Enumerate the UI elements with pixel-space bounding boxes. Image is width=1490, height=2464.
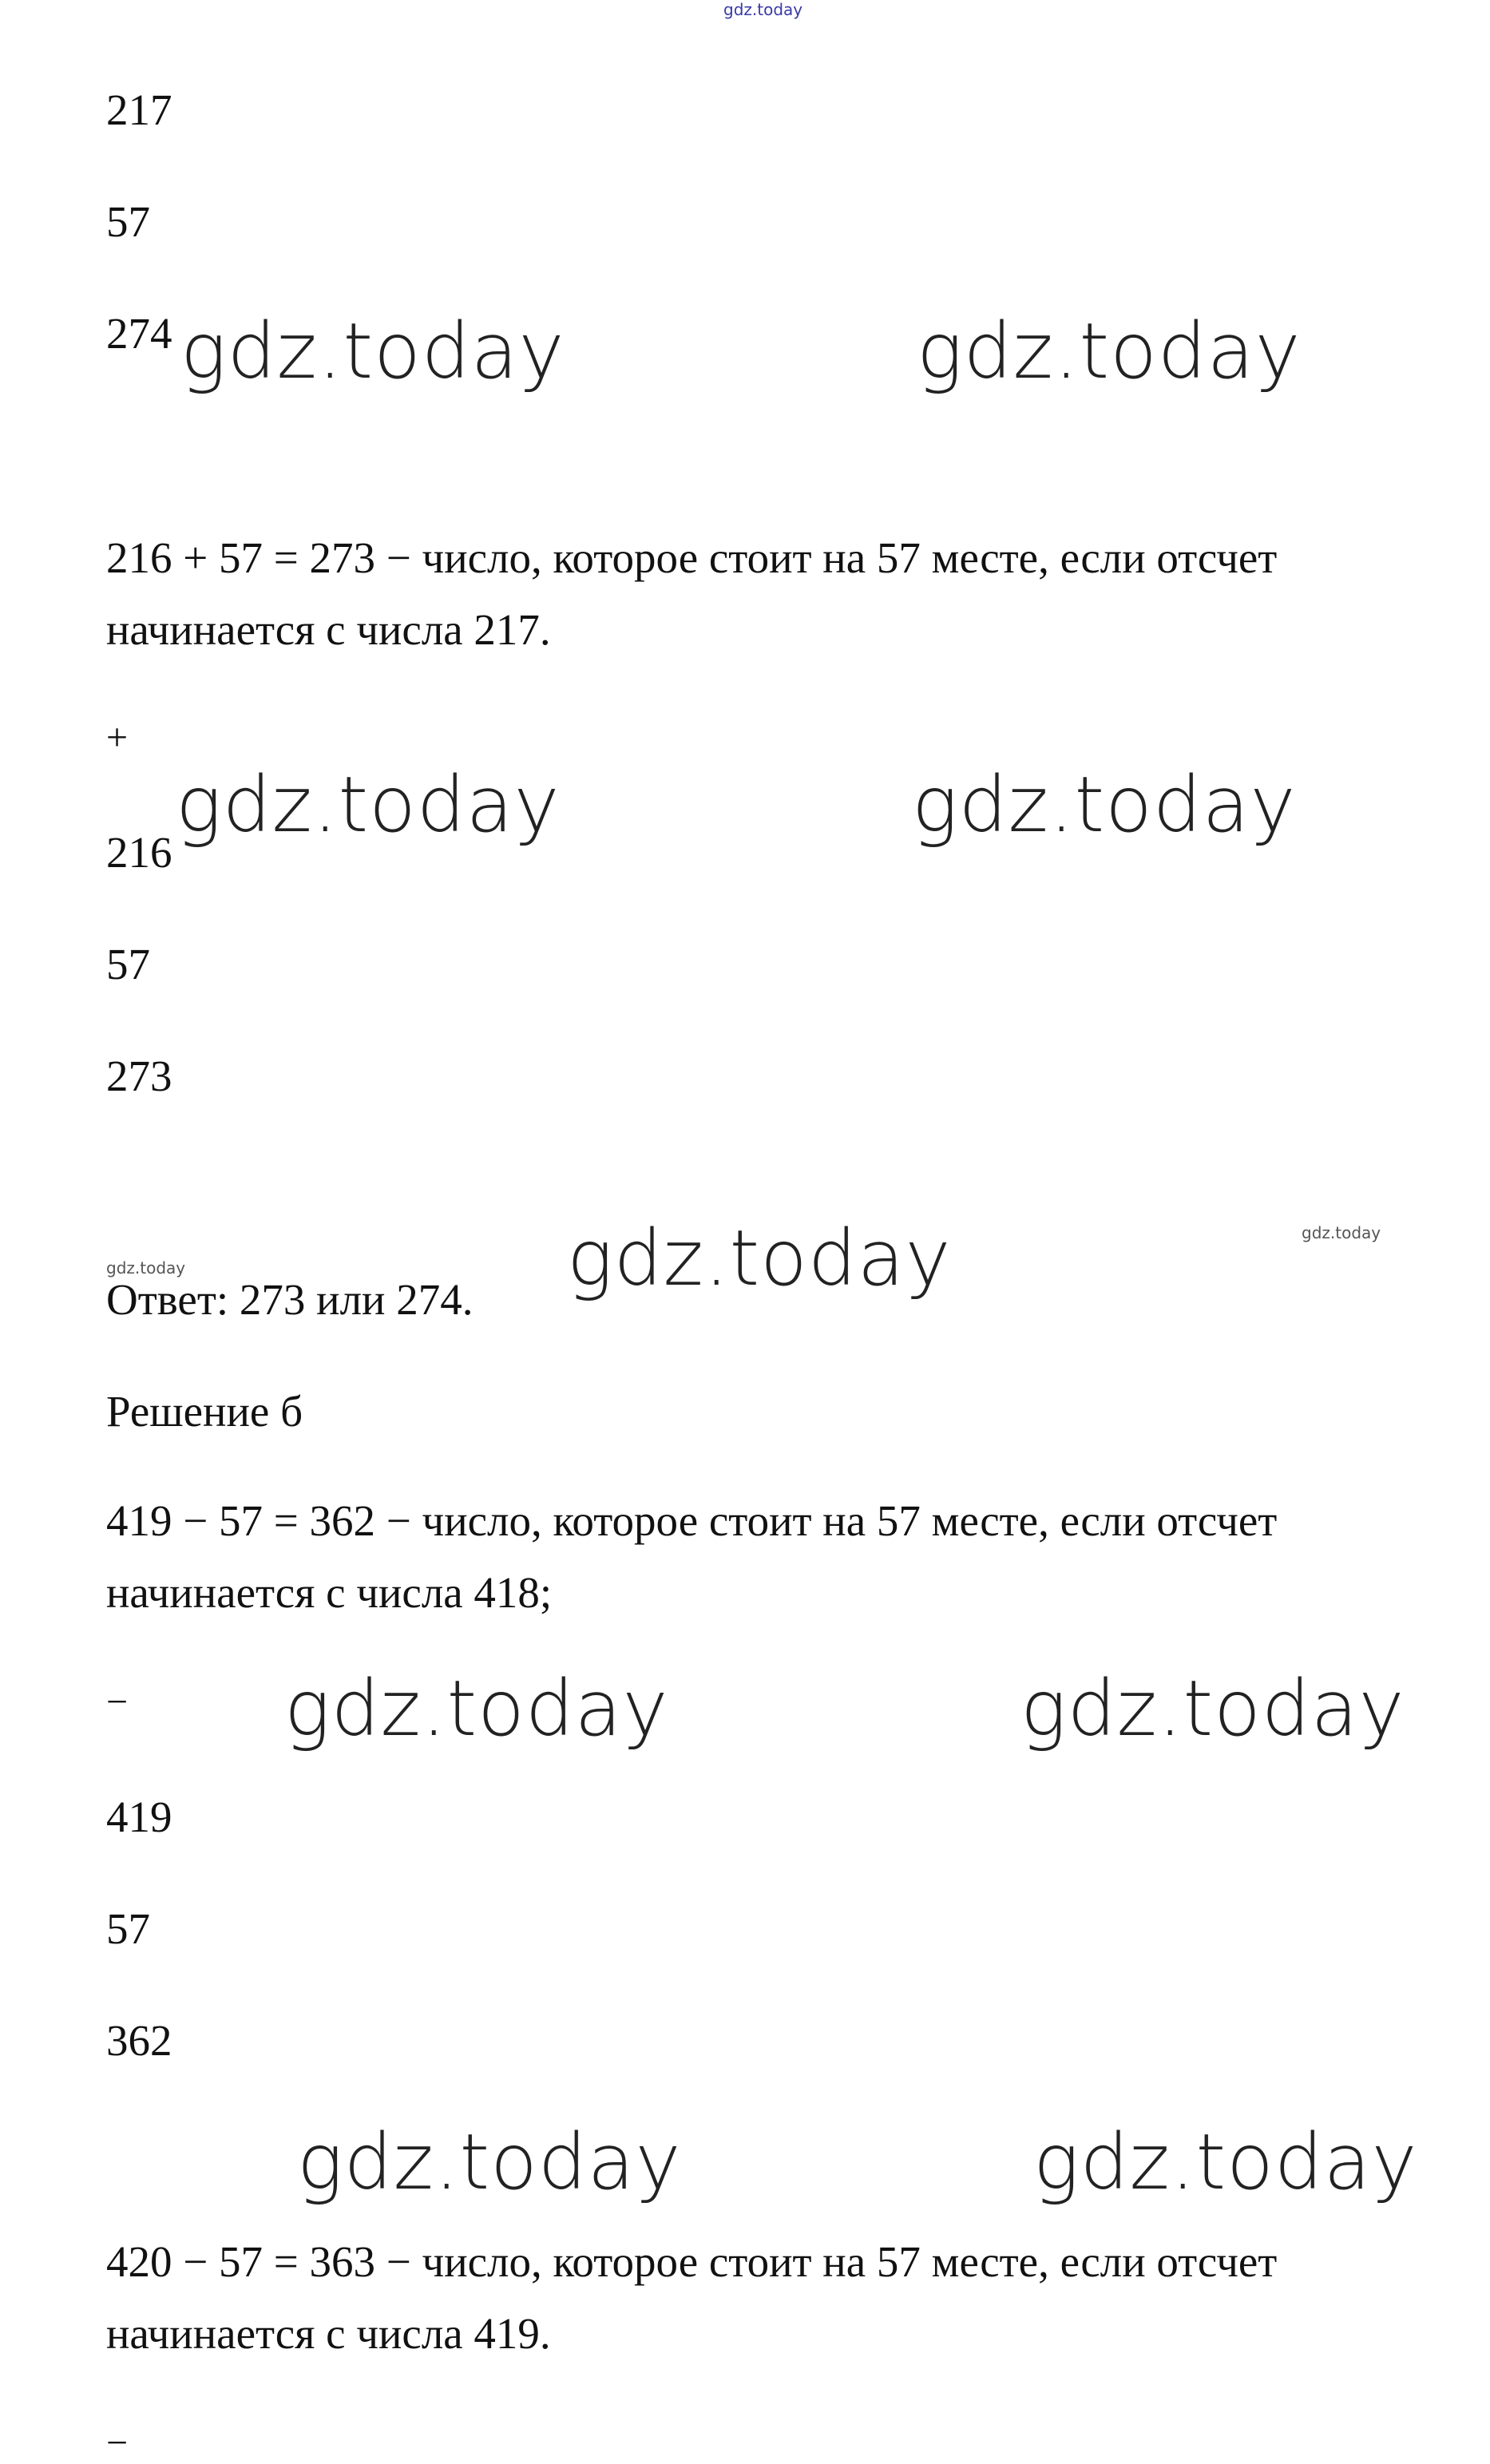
watermark: gdz.today — [297, 2117, 682, 2207]
watermark: gdz.today — [176, 760, 561, 850]
equation-paragraph: 216 + 57 = 273 − число, которое стоит на 57 месте, если отсчет начинается с числа 217. — [106, 533, 1278, 654]
column-number: 216 — [106, 828, 172, 877]
watermark: gdz.today — [1020, 1664, 1405, 1753]
column-number: 57 — [106, 940, 150, 988]
operation-sign: − — [106, 1681, 129, 1723]
column-number: 217 — [106, 85, 172, 134]
watermark: gdz.today — [912, 760, 1297, 850]
column-number: 57 — [106, 1904, 150, 1953]
column-number: 274 — [106, 309, 172, 358]
small-watermark: gdz.today — [1302, 1223, 1381, 1242]
watermark: gdz.today — [1033, 2117, 1418, 2207]
small-watermark: gdz.today — [106, 1258, 186, 1278]
section-heading: Решение б — [106, 1387, 303, 1436]
column-number: 419 — [106, 1793, 172, 1841]
operation-sign: + — [106, 716, 129, 759]
equation-paragraph: 419 − 57 = 362 − число, которое стоит на 57 месте, если отсчет начинается с числа 418; — [106, 1496, 1278, 1617]
column-number: 362 — [106, 2016, 172, 2065]
top-watermark: gdz.today — [723, 0, 803, 19]
answer-text: Ответ: 273 или 274. — [106, 1275, 474, 1324]
column-number: 273 — [106, 1052, 172, 1100]
equation-paragraph: 420 − 57 = 363 − число, которое стоит на 57 месте, если отсчет начинается с числа 419. — [106, 2237, 1278, 2358]
watermark: gdz.today — [567, 1214, 952, 1303]
column-number: 57 — [106, 197, 150, 246]
operation-sign: − — [106, 2422, 129, 2464]
watermark: gdz.today — [180, 307, 565, 396]
watermark: gdz.today — [284, 1664, 669, 1753]
watermark: gdz.today — [917, 307, 1302, 396]
